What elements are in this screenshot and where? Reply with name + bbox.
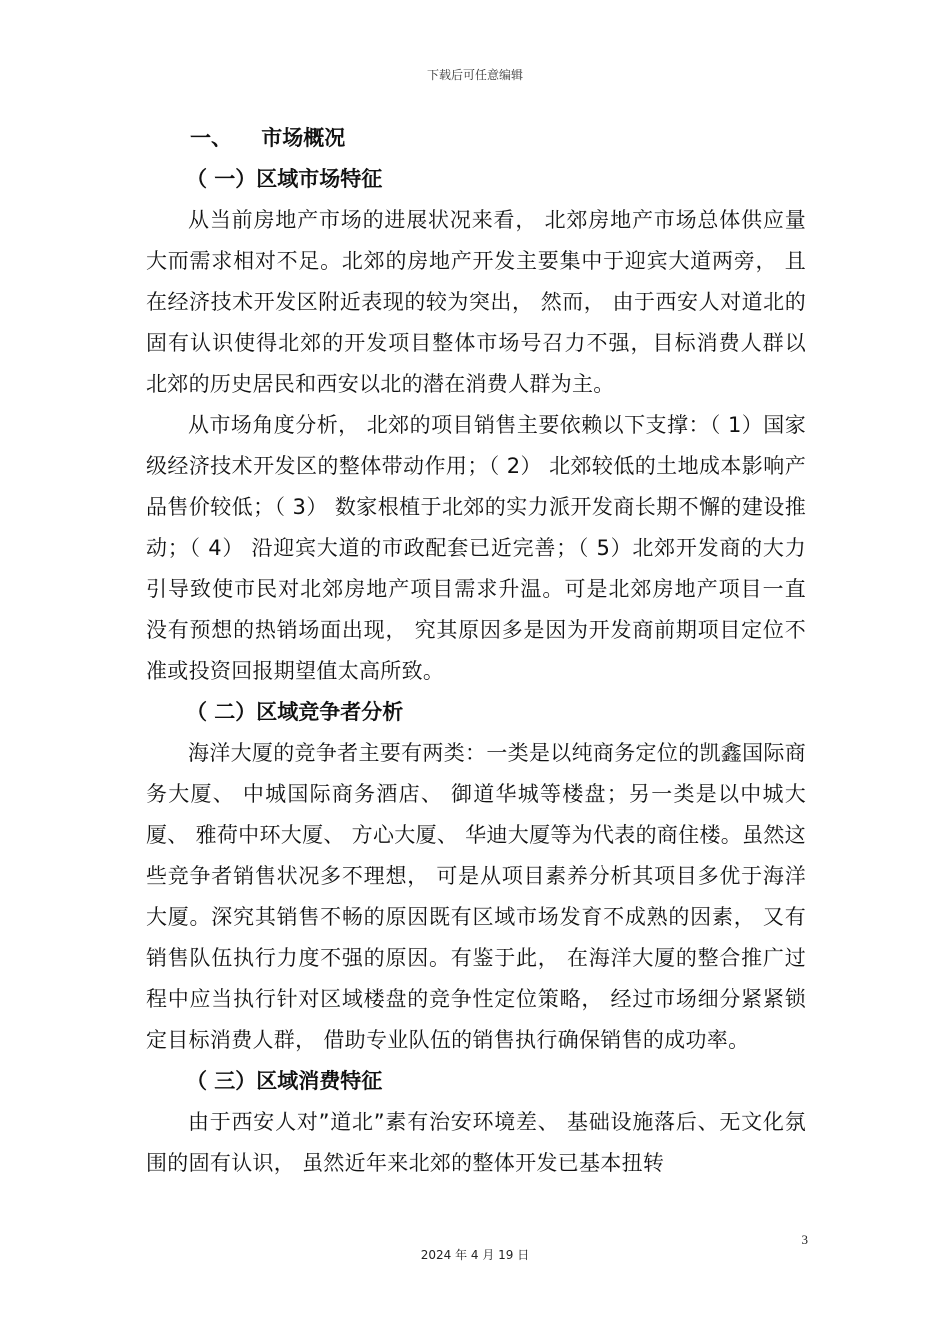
footer-date: 2024 年 4 月 19 日: [420, 1248, 530, 1262]
paragraph-consumption: 由于西安人对”道北”素有治安环境差、 基础设施落后、无文化氛围的固有认识， 虽然近年来北郊的整体开发已基本扭转: [146, 1110, 806, 1175]
document-body: [146, 118, 806, 1184]
paragraph-competitors: 海洋大厦的竞争者主要有两类：一类是以纯商务定位的凯鑫国际商务大厦、 中城国际商务酒店、 御道华城等楼盘；另一类是以中城大厦、 雅荷中环大厦、 方心大厦、 华迪大厦等为代表的商住楼。虽然这些竞争者销售状况多不理想， 可是从项目素养分析其项目多优于海洋大厦。深究其销售不畅的原因既有区域市场发育不成熟的因素， 又有销售队伍执行力度不强的原因。有鉴于此， 在海洋大厦的整合推广过程中应当执行针对区域楼盘的竞争性定位策略， 经过市场细分紧紧锁定目标消费人群， 借助专业队伍的销售执行确保销售的成功率。: [146, 741, 806, 1052]
subsection-heading-competitors: （ 二）区域竞争者分析: [186, 700, 404, 724]
subsection-heading-consumption: （ 三）区域消费特征: [186, 1069, 383, 1093]
page-number: 3: [801, 1232, 808, 1247]
paragraph-market-supply: 从当前房地产市场的进展状况来看， 北郊房地产市场总体供应量大而需求相对不足。北郊的房地产开发主要集中于迎宾大道两旁， 且在经济技术开发区附近表现的较为突出， 然而， 由于西安人对道北的固有认识使得北郊的开发项目整体市场号召力不强，目标消费人群以北郊的历史居民和西安以北的潜在消费人群为主。: [146, 208, 806, 396]
subsection-heading-regional-market: （ 一）区域市场特征: [186, 167, 383, 191]
section-heading-market-overview: 一、 市场概况: [190, 126, 346, 150]
paragraph-market-analysis: 从市场角度分析， 北郊的项目销售主要依赖以下支撑：（ 1）国家级经济技术开发区的整体带动作用；（ 2） 北郊较低的土地成本影响产品售价较低；（ 3） 数家根植于北郊的实力派开发商长期不懈的建设推动；（ 4） 沿迎宾大道的市政配套已近完善；（ 5）北郊开发商的大力引导致使市民对北郊房地产项目需求升温。可是北郊房地产项目一直没有预想的热销场面出现， 究其原因多是因为开发商前期项目定位不准或投资回报期望值太高所致。: [146, 413, 806, 683]
header-note: 下载后可任意编辑: [426, 68, 523, 82]
